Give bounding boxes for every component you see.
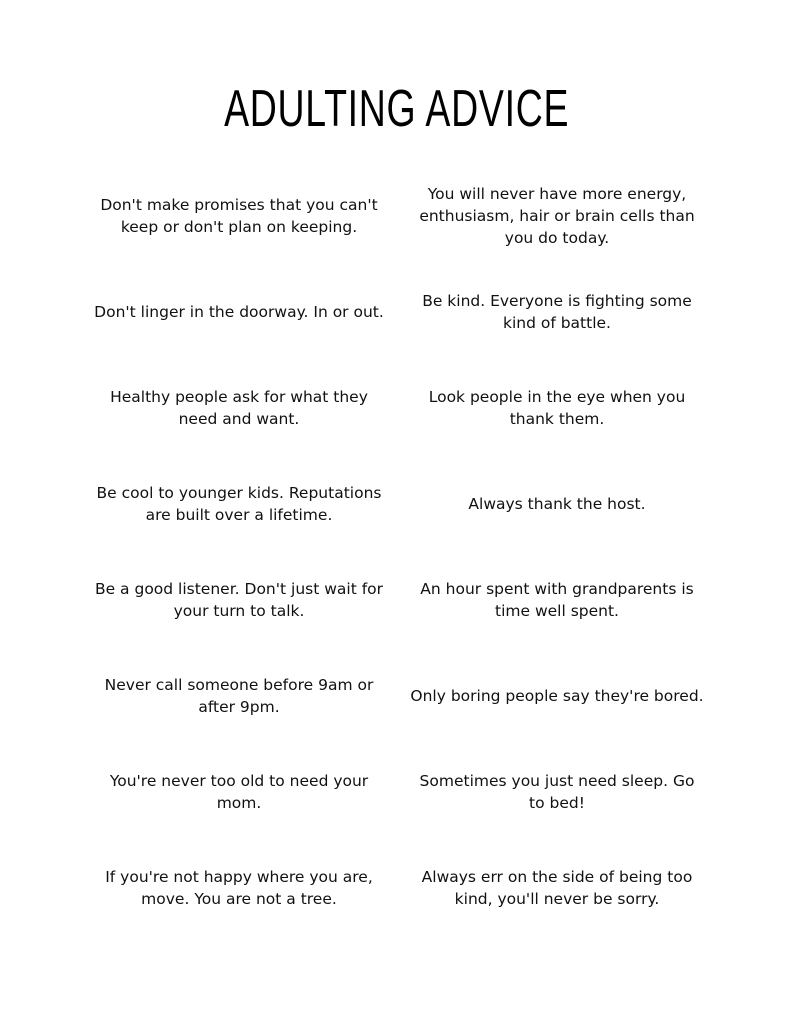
advice-item: Be cool to younger kids. Reputations are built over a lifetime. <box>96 484 382 524</box>
advice-item: If you're not happy where you are, move. You are not a tree. <box>105 868 373 908</box>
advice-item: An hour spent with grandparents is time well spent. <box>420 580 694 620</box>
advice-item: Never call someone before 9am or after 9pm. <box>104 676 374 716</box>
page-title: ADULTING ADVICE <box>224 80 570 138</box>
advice-item: You're never too old to need your mom. <box>109 772 369 812</box>
advice-item: Be a good listener. Don't just wait for your turn to talk. <box>94 580 384 620</box>
advice-item: Always err on the side of being too kind, you'll never be sorry. <box>421 868 693 908</box>
advice-item: Sometimes you just need sleep. Go to bed! <box>419 772 695 812</box>
advice-item: Don't linger in the doorway. In or out. <box>94 303 384 321</box>
advice-item: Healthy people ask for what they need and want. <box>110 388 368 428</box>
advice-item: You will never have more energy, enthusiasm, hair or brain cells than you do today. <box>419 185 695 247</box>
advice-item: Don't make promises that you can't keep or don't plan on keeping. <box>100 196 378 236</box>
advice-item: Only boring people say they're bored. <box>410 687 704 705</box>
advice-item: Look people in the eye when you thank them. <box>428 388 686 428</box>
advice-item: Be kind. Everyone is fighting some kind of battle. <box>422 292 692 332</box>
advice-item: Always thank the host. <box>468 495 646 513</box>
advice-grid <box>80 168 716 936</box>
